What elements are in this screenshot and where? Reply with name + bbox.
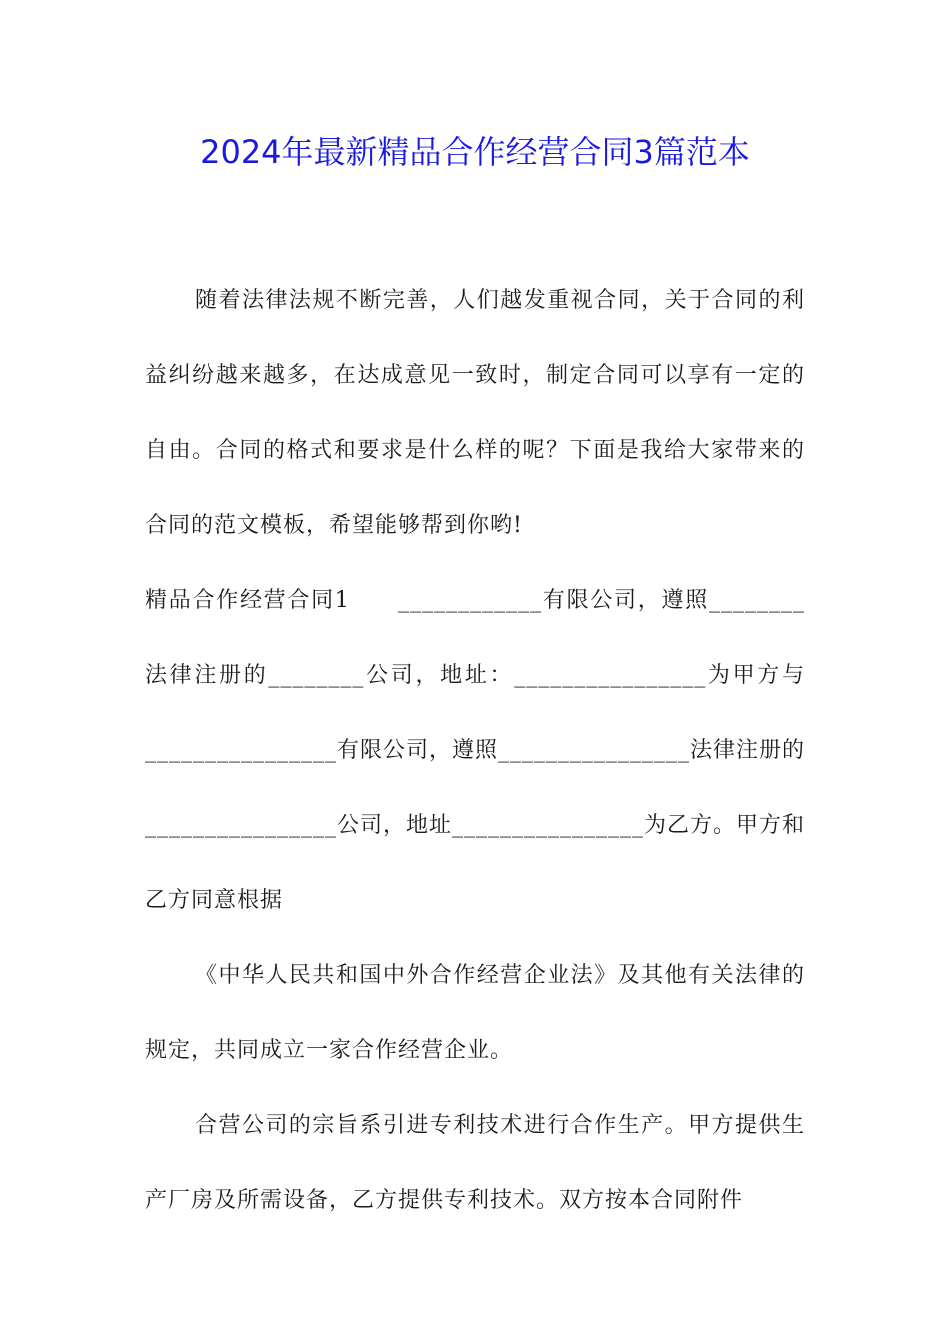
purpose-paragraph: 合营公司的宗旨系引进专利技术进行合作生产。甲方提供生产厂房及所需设备，乙方提供专利技术。双方按本合同附件 [145, 1113, 805, 1213]
legal-basis-paragraph: 《中华人民共和国中外合作经营企业法》及其他有关法律的规定，共同成立一家合作经营企业。 [145, 963, 805, 1063]
document-body [145, 263, 805, 1238]
document-title: 2024年最新精品合作经营合同3篇范本 [200, 133, 750, 171]
contract-parties-paragraph: 精品合作经营合同1 ____________有限公司，遵照________法律注册的________公司，地址：________________为甲方与________________有限公司，遵照________________法律注册的________________公司，地址________________为乙方。甲方和乙方同意根据 [145, 588, 806, 913]
intro-paragraph: 随着法律法规不断完善，人们越发重视合同，关于合同的利益纠纷越来越多，在达成意见一致时，制定合同可以享有一定的自由。合同的格式和要求是什么样的呢？下面是我给大家带来的合同的范文模板，希望能够帮到你哟! [145, 288, 805, 538]
